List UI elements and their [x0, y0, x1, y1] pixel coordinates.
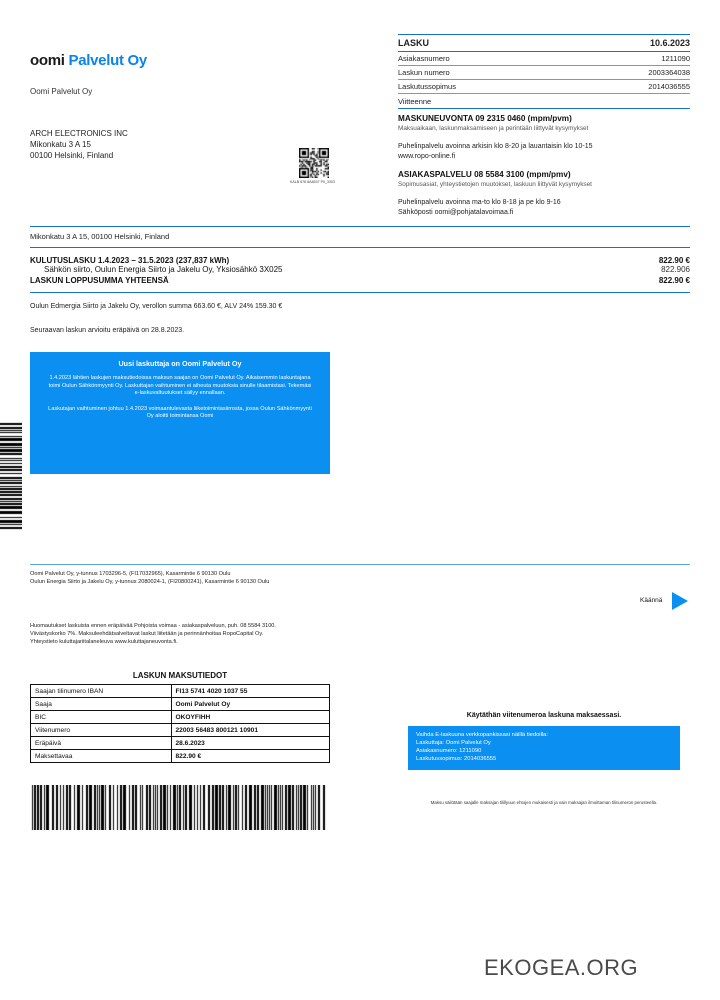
payment-barcode: [30, 785, 330, 830]
e-invoice-line-3: Asiakasnumero: 1211090: [416, 748, 482, 754]
customer-service-subtext: Sopimusasiat, yhteystietojen muutokset, laskuun liittyvät kysymykset: [398, 181, 592, 188]
advice-subtext: Maksuaikaan, laskunmaksamiseen ja perintään liittyvät kysymykset: [398, 125, 589, 132]
payment-key-reference: Viitenumero: [31, 724, 172, 737]
header-row-reference: [398, 94, 690, 108]
payment-barcode-number: [30, 832, 31, 833]
customer-service-hours: Puhelinpalvelu avoinna ma-to klo 8-18 ja pe klo 9-16: [398, 199, 561, 206]
header-row-contract: [398, 80, 690, 94]
payment-key-duedate: Eräpäivä: [31, 737, 172, 750]
info-callout-title: Uusi laskuttaja on Oomi Palvelut Oy: [118, 359, 242, 368]
invoice-line-transfer-label: Sähkön siirto, Oulun Energia Siirto ja Jakelu Oy, Yksiosähkö 3X025: [44, 265, 283, 274]
address-repeat: Mikonkatu 3 A 15, 00100 Helsinki, Finland: [30, 232, 170, 241]
invoice-line-consumption: [30, 256, 690, 265]
recipient-name: ARCH ELECTRONICS INC: [30, 129, 128, 138]
advice-website[interactable]: www.ropo-online.fi: [398, 153, 456, 160]
payment-key-bic: BIC: [31, 711, 172, 724]
payment-key-recipient: Saaja: [31, 698, 172, 711]
spacer: [398, 190, 690, 198]
section-divider: [30, 247, 690, 248]
payment-value-recipient: Oomi Palvelut Oy: [171, 698, 329, 711]
payment-value-reference: 22003 56483 800121 10901: [171, 724, 329, 737]
header-row-lasku: [398, 35, 690, 51]
payment-key-iban: Saajan tilinumero IBAN: [31, 685, 172, 698]
advice-heading: MASKUNEUVONTA 09 2315 0460 (mpm/pvm): [398, 114, 572, 123]
info-callout-paragraph-2: Laskutajan vaihtuminen johtuu 1.4.2023 voimaantulevasta liiketoimintasiirrosta, jossa Oulun Sähkönmyynti Oy aloitti toimintansa Oomi: [48, 405, 312, 420]
payment-value-bic: OKOYFIHH: [171, 711, 329, 724]
spacer: [398, 134, 690, 142]
recipient-city: 00100 Helsinki, Finland: [30, 151, 114, 160]
header-label-contract: Laskutussopimus: [398, 82, 456, 92]
play-arrow-icon: [672, 592, 688, 610]
advice-hours: Puhelinpalvelu avoinna arkisin klo 8-20 ja lauantaisin klo 10-15: [398, 143, 593, 150]
table-row: [31, 737, 330, 750]
header-value-customer-number: 1211090: [661, 54, 690, 63]
e-invoice-line-4: Laskutussopimus: 2014036555: [416, 756, 497, 762]
customer-service-email[interactable]: Sähköposti oomi@pohjatalavoimaa.fi: [398, 209, 514, 216]
legal-divider: [30, 564, 690, 565]
recipient-street: Mikonkatu 3 A 15: [30, 140, 91, 149]
table-row: [31, 750, 330, 763]
divider: [398, 108, 690, 109]
legal-company-info: [30, 570, 550, 586]
flip-page-label: Käännä: [640, 597, 663, 604]
invoice-total-label: LASKUN LOPPUSUMMA YHTEENSÄ: [30, 276, 169, 285]
qr-caption: KALB 678 8A8537 P0_3303: [290, 180, 335, 184]
invoice-total-row: [30, 276, 690, 285]
table-row: [31, 711, 330, 724]
e-invoice-info-box: [408, 726, 680, 770]
header-value-contract: 2014036555: [648, 82, 690, 92]
customer-service-heading: ASIAKASPALVELU 08 5584 3100 (mpm/pmv): [398, 170, 571, 179]
legal-line-5: Yhteystieto kuluttajariitalaneleuva www.kuluttajaneuvonta.fi.: [30, 639, 178, 645]
info-callout-box: [30, 352, 330, 474]
logo-text-palvelut: Palvelut Oy: [68, 52, 147, 69]
header-label-reference: Viitteenne: [398, 96, 432, 106]
header-value-invoice-number: 2003364038: [648, 68, 690, 78]
contact-info-block: [398, 114, 690, 218]
header-row-customer-number: [398, 52, 690, 66]
reference-footnote: Maksu säilötään saajalle maksajan tilillyuun ehtojen mukaisesti ja vain maksajan ilmoittaman tilinumeron perusteella.: [430, 800, 658, 805]
legal-line-4: Viivästyskorko 7%. Maksuleehdätsalveltavat laskut liitetään ja perinnänhoitaa RopoCapital Oy.: [30, 631, 264, 637]
section-divider: [30, 292, 690, 293]
header-label-lasku: LASKU: [398, 37, 429, 48]
e-invoice-line-1: Vaihda E-laskuuna verkkopankissasi näillä tiedoilla:: [416, 732, 549, 738]
invoice-line-consumption-amount: 822.90 €: [658, 256, 690, 265]
section-divider: [30, 226, 690, 227]
invoice-line-transfer-amount: 822.906: [661, 265, 690, 274]
edge-barcode: [0, 422, 22, 532]
invoice-total-amount: 822.90 €: [658, 276, 690, 285]
legal-line-1: Oomi Palvelut Oy, y-tunnus 1703296-5, (FI17032965), Kasarmintie 6 90130 Oulu: [30, 571, 231, 577]
payment-details-title: LASKUN MAKSUTIEDOT: [132, 671, 228, 680]
seller-name: Oomi Palvelut Oy: [30, 87, 93, 96]
payment-details-table: [30, 684, 330, 763]
invoice-line-transfer: [30, 265, 690, 274]
logo-text-oomi: oomi: [30, 52, 65, 69]
legal-line-3: Huomautukset laskuista ennen eräpäivää Pohjoista voimaa - asiakaspalveluun, puh. 08 5584 3100.: [30, 623, 276, 629]
payment-value-amount: 822.90 €: [171, 750, 329, 763]
spacer: [398, 162, 690, 170]
payment-value-iban: FI13 5741 4020 1037 55: [171, 685, 329, 698]
company-logo: [30, 52, 147, 69]
e-invoice-line-2: Laskuttaja: Oomi Palvelut Oy: [416, 740, 491, 746]
next-invoice-note: Seuraavan laskun arvioitu eräpäivä on 28.8.2023.: [30, 327, 185, 334]
invoice-lines: [30, 256, 690, 285]
invoice-line-consumption-label: KULUTUSLASKU 1.4.2023 – 31.5.2023 (237,837 kWh): [30, 256, 230, 265]
header-label-customer-number: Asiakasnumero: [398, 54, 450, 63]
table-row: [31, 724, 330, 737]
qr-code: [299, 148, 329, 178]
invoice-header-table: [398, 34, 690, 109]
watermark: EKOGEA.ORG: [484, 955, 639, 980]
reference-heading: Käytäthän viitenumeroa laskuna maksaessasi.: [466, 712, 622, 719]
header-row-invoice-number: [398, 66, 690, 80]
table-row: [31, 698, 330, 711]
payment-value-duedate: 28.6.2023: [171, 737, 329, 750]
header-value-lasku: 10.6.2023: [649, 37, 690, 48]
vat-note: Oulun Edmergia Siirto ja Jakelu Oy, verollon summa 663.60 €, ALV 24% 159.30 €: [30, 303, 283, 310]
legal-terms: [30, 622, 490, 646]
header-label-invoice-number: Laskun numero: [398, 68, 450, 78]
recipient-address-block: [30, 128, 128, 161]
payment-key-amount: Maksettavaa: [31, 750, 172, 763]
info-callout-paragraph-1: 1.4.2023 lähtien laskujen maksutiedoissa maksun saajan on Oomi Palvelut Oy. Aikaisemmin laskuntajana toimi Oulun Sähkönmyynti Oy. Laskuttajan vaihtuminen ei aiheuta muutoksia sinulle tilaamistasi. Tekemäsi e-laskuvaltuutukset säilyy ennallaan.: [48, 375, 312, 397]
legal-line-2: Oulun Energia Siirto ja Jakelu Oy, y-tunnus 2080024-1, (FI20800241), Kasarmintie 6 90130 Oulu: [30, 579, 270, 585]
table-row: [31, 685, 330, 698]
